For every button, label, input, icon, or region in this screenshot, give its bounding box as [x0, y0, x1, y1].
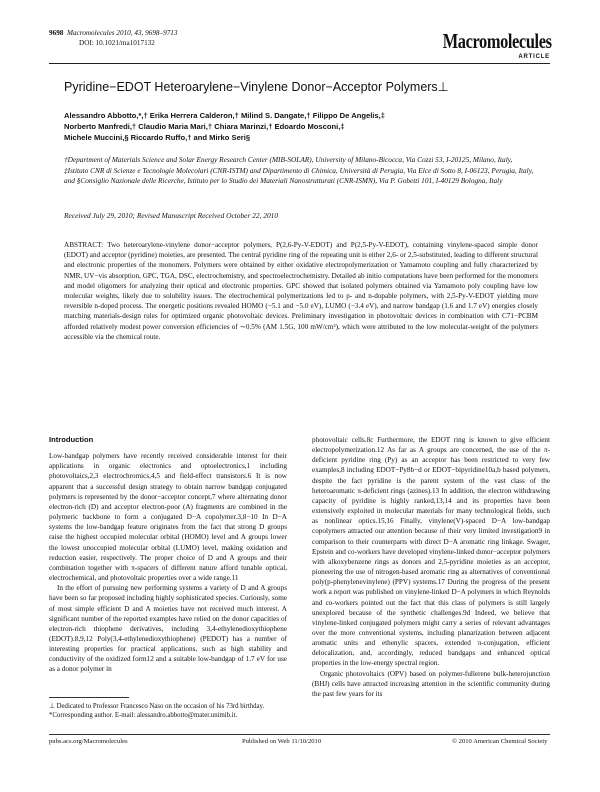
journal-citation: Macromolecules 2010, 43, 9698–9713 — [66, 29, 178, 37]
doi[interactable]: DOI: 10.1021/ma1017132 — [79, 39, 155, 47]
header-rule — [49, 63, 550, 64]
author-line: Alessandro Abbotto,*,† Erika Herrera Calderon,† Milind S. Dangate,† Filippo De Angelis,‡ — [64, 111, 385, 120]
article-tag: ARTICLE — [518, 54, 550, 60]
running-header — [49, 29, 178, 38]
affiliations: †Department of Materials Science and Solar Energy Research Center (MIB-SOLAR), University of Milano-Bicocca, Via Cozzi 53, I-20125, Milano, Italy, ‡Istituto CNR di Scienze e Tecnologie Molecolari (CNR-ISTM) and Dipartimento di Chimica, Università di Perugia, Via Elce di Sotto 8, I-06123, Perugia, Italy, and §Consiglio Nazionale delle Ricerche, Istituto per lo Studio dei Materiali Nanostrutturati (CNR-ISMN), Via P. Gobetti 101, I-40129 Bologna, Italy — [64, 155, 534, 186]
page-number: 9698 — [49, 29, 64, 37]
footnote-rule — [49, 697, 129, 698]
author-line: Norberto Manfredi,† Claudio Maria Mari,† Chiara Marinzi,† Edoardo Mosconi,‡ — [64, 122, 345, 132]
right-column — [312, 435, 550, 699]
footer-published: Published on Web 11/10/2010 — [242, 738, 322, 745]
footnote-dedication: ⊥ Dedicated to Professor Francesco Naso on the occasion of his 73rd birthday. — [49, 703, 265, 710]
journal-logo: Macromolecules — [443, 29, 552, 53]
paragraph: Low-bandgap polymers have recently received considerable interest for their applications in organic electronics and optoelectronics,1 including photovoltaics,2,3 electrochromics,4,5 and field-effect transistors.6 It is now apparent that a successful design strategy to obtain narrow bandgap conjugated polymers is represented by the donor−acceptor concept,7 where alternating donor electron-rich (D) and acceptor electron-poor (A) fragments are combined in the polymeric backbone to form a conjugated D−A copolymer.3,8−10 In D−A systems the low-bandgap feature originates from the fact that strong D groups raise the highest occupied molecular orbital (HOMO) level and A groups lower the lowest unoccupied molecular orbital (LUMO) level, making oxidation and reduction easier, respectively. The proper choice of D and A groups and their combination together with π-spacers of different nature afford tunable optical, electrochemical, and photovoltaic properties over a wide range.11 — [49, 452, 287, 583]
author-list — [64, 110, 534, 144]
section-heading: Introduction — [49, 435, 94, 444]
footnotes — [49, 702, 285, 720]
author-line: Michele Muccini,§ Riccardo Ruffo,† and Mirko Seri§ — [64, 133, 251, 143]
paragraph: Organic photovoltaics (OPV) based on polymer-fullerene bulk-heterojunction (BHJ) cells have attracted increasing attention in the scientific community during the past few years for its — [312, 669, 550, 698]
footer-copyright: © 2010 American Chemical Society — [452, 738, 548, 745]
abstract: ABSTRACT: Two heteroarylene-vinylene donor−acceptor polymers, P(2,6-Py-V-EDOT) and P(2,5-Py-V-EDOT), containing vinylene-spaced simple donor (EDOT) and acceptor (pyridine) moieties, are presented. The central pyridine ring of the repeating unit is either 2,6- or 2,5-substituted, leading to different structural and electronic properties of the monomers. Polymers were obtained by either oxidative electropolymerization or Yamamoto coupling and fully characterized by NMR, UV−vis absorption, GPC, TGA, DSC, electrochemistry, and spectroelectrochemistry. Detailed ab initio computations have been performed for the monomers and model oligomers for analyzing their optical and electronic properties. GPC showed that isolated polymers obtained via Yamamoto poly coupling have low molecular weights, likely due to solubility issues. The electrochemical polymerizations led to p- and n-dopable polymers, with 2,5-Py-V-EDOT yielding more reversible n-doped process. The energetic positions revealed HOMO (−5.1 and −5.0 eV), LUMO (−3.4 eV), and narrow bandgap (1.6 and 1.7 eV) energies closely matching materials-design rules for optimized organic photovoltaic devices. Preliminary investigation in photovoltaic devices in combination with C71−PCBM afforded relatively modest power conversion efficiencies of ∼0.5% (AM 1.5G, 100 mW/cm²), which were attributed to the low molecular-weight of the polymers accessible via the chemical route. — [64, 241, 538, 341]
paragraph: photovoltaic cells.8c Furthermore, the EDOT ring is known to give efficient electropolymerization.12 As far as A groups are concerned, the use of the π-deficient pyridine ring (Py) as an acceptor has been restricted to very few examples,8 including EDOT−Py8b−d or EDOT−bipyridine10a,b based polymers, despite the fact pyridine is the parent system of the vast class of the heteroaromatic π-deficient rings (azines).13 In addition, the electron withdrawing capacity of pyridine is highly ranked,13,14 and its properties have been extensively exploited in molecular materials for many technological fields, such as nonlinear optics.15,16 Finally, vinylene(V)-spaced D−A low-bandgap copolymers attracted our attention because of their very limited investigation9 in comparison to their counterparts with direct D−A aromatic ring linkage. Swager, Epstein and co-workers have developed vinylene-linked donor−acceptor polymers with alkoxybenzene rings as donors and 2,5-pyridine moieties as an acceptor, pioneering the use of nitrogen-based aromatic ring as alternatives of conventional poly(p-phenylenevinylene) (PPV) systems.17 During the progress of the present work a report was published on vinylene-linked D−A polymers in which Reynolds and co-workers pointed out the fact that this class of polymers is still largely unexplored because of the synthetic challenges.9d Indeed, we believe that vinylene-linked conjugated polymers might carry a series of relevant advantages over the more conventional systems, including planarization between adjacent aromatic units and ethenylic spacers, extended π-conjugation, efficient delocalization, and, accordingly, reduced bandgaps and enhanced optical properties in the low-energy spectral region. — [312, 436, 550, 668]
footnote-corresponding: *Corresponding author. E-mail: alessandro.abbotto@mater.unimib.it. — [49, 712, 238, 719]
footer-journal-link[interactable]: pubs.acs.org/Macromolecules — [49, 738, 128, 745]
footer-rule — [49, 734, 550, 735]
left-column — [49, 435, 287, 675]
article-title: Pyridine−EDOT Heteroarylene−Vinylene Donor−Acceptor Polymers⊥ — [64, 80, 449, 94]
received-dates: Received July 29, 2010; Revised Manuscript Received October 22, 2010 — [64, 211, 279, 220]
paragraph: In the effort of pursuing new performing systems a variety of D and A groups have been so far proposed including highly sophisticated species. Curiously, some of most simple efficient D and A moieties have not received much interest. A significant number of the reported examples have relied on the donor capacities of electron-rich thiophene derivatives, including 3,4-ethylenedioxythiophene (EDOT).8,9,12 Poly(3,4-ethylenedioxythiophene) (PEDOT) has a number of interesting properties for practical applications, such as high stability and conductivity of the oxidized form12 and a suitable low-bandgap of 1.7 eV for use as a donor polymer in — [49, 584, 287, 674]
